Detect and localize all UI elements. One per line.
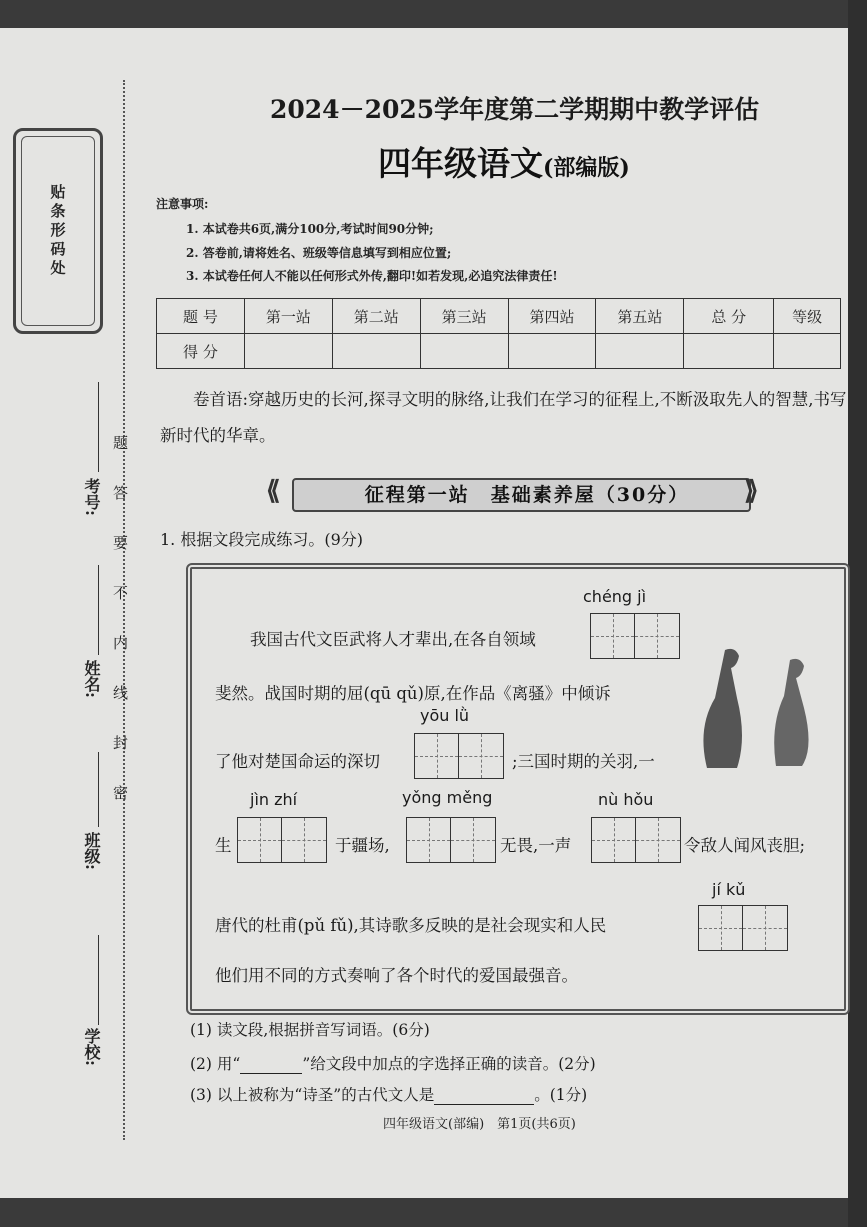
subject-title (378, 138, 630, 185)
answer-grid[interactable] (406, 817, 496, 863)
score-cell[interactable] (420, 334, 508, 369)
pinyin-label: yǒng měng (402, 788, 493, 807)
subquestion-2-suffix: ”给文段中加点的字选择正确的读音。(2分) (302, 1055, 596, 1073)
score-cell[interactable] (244, 334, 332, 369)
pinyin-label: nù hǒu (598, 790, 654, 809)
answer-grid[interactable] (237, 817, 327, 863)
score-row (157, 334, 841, 369)
subquestion-2 (190, 1052, 596, 1074)
class-field[interactable] (98, 752, 99, 827)
subject-name: 四年级语文 (378, 144, 543, 183)
name-label: 姓名: (82, 660, 101, 698)
seal-char: 要 (113, 534, 129, 552)
seal-char: 封 (113, 734, 129, 752)
answer-grid[interactable] (698, 905, 788, 951)
table-header-cell: 总 分 (684, 299, 774, 334)
notice-item: 3. 本试卷任何人不能以任何形式外传,翻印!如若发现,必追究法律责任! (186, 269, 558, 283)
subquestion-3 (190, 1083, 587, 1105)
passage-line: 唐代的杜甫(pǔ fǔ),其诗歌多反映的是社会现实和人民 (215, 916, 607, 935)
seal-char: 不 (113, 584, 129, 602)
answer-grid[interactable] (591, 817, 681, 863)
pinyin-label: yōu lǜ (420, 706, 470, 725)
name-field[interactable] (98, 565, 99, 655)
binding-dotted-line (123, 80, 125, 1140)
seal-char: 密 (113, 784, 129, 802)
passage-line: 了他对楚国命运的深切 (215, 752, 380, 771)
section-banner (262, 470, 777, 516)
banner-ornament-right-icon: ⟫ (744, 476, 759, 506)
table-header-cell: 第四站 (508, 299, 596, 334)
exam-no-field[interactable] (98, 382, 99, 472)
exam-title: 2024－2025学年度第二学期期中教学评估 (270, 95, 760, 124)
score-cell[interactable] (508, 334, 596, 369)
score-cell[interactable] (684, 334, 774, 369)
seal-char: 内 (113, 634, 129, 652)
score-row-label: 得 分 (157, 334, 245, 369)
seal-char: 题 (113, 434, 129, 452)
school-label: 学校: (82, 1028, 101, 1066)
score-cell[interactable] (332, 334, 420, 369)
banner-ornament-left-icon: ⟪ (266, 476, 281, 506)
pinyin-label: jìn zhí (250, 790, 298, 809)
passage-line: 于疆场, (335, 836, 390, 855)
score-table (156, 298, 841, 369)
passage-line: ;三国时期的关羽,一 (512, 752, 655, 771)
passage-line: 他们用不同的方式奏响了各个时代的爱国最强音。 (215, 966, 578, 985)
pinyin-label: jí kǔ (712, 880, 746, 899)
table-header-cell: 第一站 (244, 299, 332, 334)
notice-item: 2. 答卷前,请将姓名、班级等信息填写到相应位置; (186, 246, 452, 260)
passage-line: 令敌人闻风丧胆; (684, 836, 806, 855)
score-cell[interactable] (596, 334, 684, 369)
edition-label: (部编版) (543, 155, 630, 181)
pinyin-label: chéng jì (583, 587, 647, 606)
table-header-cell: 等级 (774, 299, 841, 334)
subquestion-3-suffix: 。(1分) (534, 1086, 588, 1104)
table-header-cell: 第三站 (420, 299, 508, 334)
class-label: 班级: (82, 832, 101, 870)
answer-grid[interactable] (414, 733, 504, 779)
subquestion-3-prefix: (3) 以上被称为“诗圣”的古代文人是 (190, 1086, 435, 1104)
answer-blank[interactable] (434, 1086, 534, 1105)
passage-line: 无畏,一声 (500, 836, 572, 855)
page-footer: 四年级语文(部编) 第1页(共6页) (383, 1117, 576, 1132)
passage-line: 斐然。战国时期的屈(qū qǔ)原,在作品《离骚》中倾诉 (215, 684, 611, 703)
table-header-cell: 第五站 (596, 299, 684, 334)
barcode-area (13, 128, 103, 334)
notice-heading: 注意事项: (156, 197, 209, 211)
subquestion-1: (1) 读文段,根据拼音写词语。(6分) (190, 1021, 430, 1039)
passage-line: 我国古代文臣武将人才辈出,在各自领域 (250, 630, 536, 649)
score-cell[interactable] (774, 334, 841, 369)
dark-edge (848, 0, 867, 1227)
exam-no-label: 考号: (82, 478, 101, 516)
score-header-row (157, 299, 841, 334)
table-header-cell: 题 号 (157, 299, 245, 334)
table-header-cell: 第二站 (332, 299, 420, 334)
section-title: 征程第一站 基础素养屋（30分） (364, 484, 690, 506)
barcode-label: 贴条形码处 (21, 136, 95, 326)
subquestion-2-prefix: (2) 用“ (190, 1055, 241, 1073)
ancient-figures-illustration (695, 640, 825, 770)
school-field[interactable] (98, 935, 99, 1025)
notice-item: 1. 本试卷共6页,满分100分,考试时间90分钟; (186, 222, 434, 236)
preface-text: 卷首语:穿越历史的长河,探寻文明的脉络,让我们在学习的征程上,不断汲取先人的智慧,书写新时代的华章。 (160, 390, 847, 445)
question-1-label: 1. 根据文段完成练习。(9分) (160, 530, 364, 549)
answer-blank[interactable] (240, 1055, 302, 1074)
answer-grid[interactable] (590, 613, 680, 659)
seal-char: 答 (113, 484, 129, 502)
passage-line: 生 (215, 836, 232, 855)
seal-char: 线 (113, 684, 129, 702)
